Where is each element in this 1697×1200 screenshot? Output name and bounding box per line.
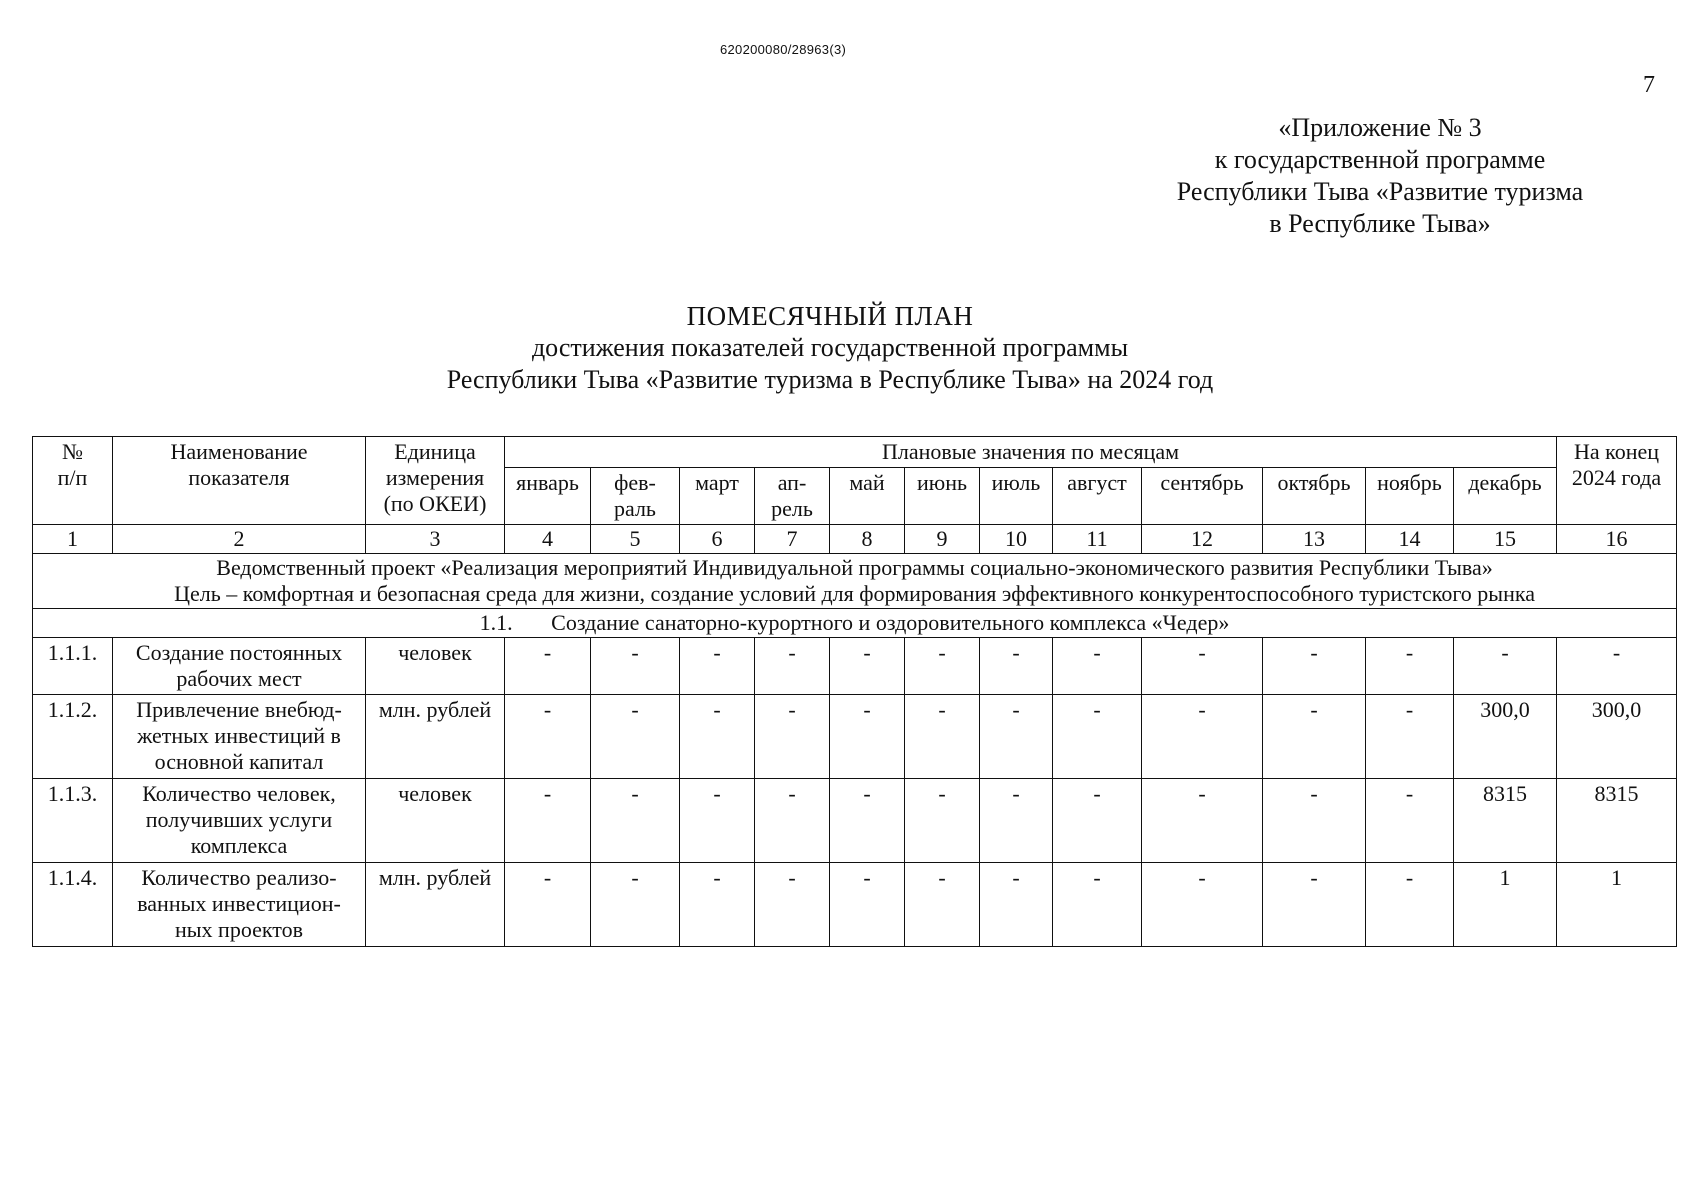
column-number: 14 xyxy=(1366,525,1454,554)
value-cell: - xyxy=(755,779,830,863)
value-cell: - xyxy=(980,779,1053,863)
indicator-name: Количество реализо- ванных инвестицион- ных проектов xyxy=(113,863,366,947)
column-number: 6 xyxy=(680,525,755,554)
indicator-name: Создание постоянных рабочих мест xyxy=(113,638,366,695)
indicator-name: Количество человек, получивших услуги комплекса xyxy=(113,779,366,863)
value-cell: - xyxy=(1053,638,1142,695)
value-cell: - xyxy=(1142,779,1263,863)
title-main: ПОМЕСЯЧНЫЙ ПЛАН xyxy=(686,301,974,331)
header-text: № xyxy=(62,439,83,464)
value-cell: - xyxy=(980,638,1053,695)
value-cell: - xyxy=(755,863,830,947)
appendix-line: «Приложение № 3 xyxy=(1278,113,1482,142)
column-numbers-row xyxy=(33,525,1677,554)
page-number: 7 xyxy=(1643,72,1655,98)
value-cell: - xyxy=(1366,638,1454,695)
header-text: (по ОКЕИ) xyxy=(383,491,487,516)
value-cell: - xyxy=(591,695,680,779)
header-text: измерения xyxy=(385,465,485,490)
row-number: 1.1.4. xyxy=(33,863,113,947)
value-cell: - xyxy=(905,695,980,779)
header-text: 2024 года xyxy=(1571,465,1662,490)
table-row xyxy=(33,695,1677,779)
unit-cell: млн. рублей xyxy=(366,863,505,947)
month-header: май xyxy=(830,468,905,525)
month-header: ноябрь xyxy=(1366,468,1454,525)
title-line: Республики Тыва «Развитие туризма в Республике Тыва» на 2024 год xyxy=(446,365,1214,394)
value-cell: - xyxy=(505,779,591,863)
header-text: На конец xyxy=(1574,439,1660,464)
row-number: 1.1.1. xyxy=(33,638,113,695)
value-cell: - xyxy=(1366,779,1454,863)
appendix-line: Республики Тыва «Развитие туризма xyxy=(1176,177,1584,206)
column-number: 9 xyxy=(905,525,980,554)
header-text: п/п xyxy=(57,465,88,490)
document-title xyxy=(330,300,1330,396)
value-cell: - xyxy=(830,638,905,695)
value-cell: - xyxy=(830,695,905,779)
value-cell: - xyxy=(980,863,1053,947)
value-cell: 300,0 xyxy=(1557,695,1677,779)
column-number: 3 xyxy=(366,525,505,554)
value-cell: - xyxy=(591,638,680,695)
header-num xyxy=(33,437,113,525)
row-number: 1.1.3. xyxy=(33,779,113,863)
column-number: 12 xyxy=(1142,525,1263,554)
unit-cell: человек xyxy=(366,638,505,695)
document-id: 620200080/28963(3) xyxy=(720,42,847,57)
column-number: 7 xyxy=(755,525,830,554)
value-cell: - xyxy=(1263,779,1366,863)
value-cell: 300,0 xyxy=(1454,695,1557,779)
month-header: ап- рель xyxy=(755,468,830,525)
month-header: январь xyxy=(505,468,591,525)
unit-cell: млн. рублей xyxy=(366,695,505,779)
value-cell: - xyxy=(1142,638,1263,695)
value-cell: - xyxy=(755,638,830,695)
value-cell: 1 xyxy=(1454,863,1557,947)
value-cell: - xyxy=(830,779,905,863)
value-cell: - xyxy=(505,863,591,947)
month-header: март xyxy=(680,468,755,525)
value-cell: - xyxy=(1454,638,1557,695)
indicator-name: Привлечение внебюд- жетных инвестиций в основной капитал xyxy=(113,695,366,779)
column-number: 15 xyxy=(1454,525,1557,554)
month-header: декабрь xyxy=(1454,468,1557,525)
unit-cell: человек xyxy=(366,779,505,863)
value-cell: - xyxy=(1142,863,1263,947)
column-number: 10 xyxy=(980,525,1053,554)
header-end-of-year xyxy=(1557,437,1677,525)
column-number: 4 xyxy=(505,525,591,554)
header-unit xyxy=(366,437,505,525)
value-cell: - xyxy=(1053,695,1142,779)
value-cell: - xyxy=(680,638,755,695)
month-header: август xyxy=(1053,468,1142,525)
project-row xyxy=(33,554,1677,609)
value-cell: - xyxy=(1053,779,1142,863)
month-header: октябрь xyxy=(1263,468,1366,525)
value-cell: - xyxy=(830,863,905,947)
table-row xyxy=(33,779,1677,863)
month-header: фев- раль xyxy=(591,468,680,525)
value-cell: - xyxy=(680,779,755,863)
appendix-line: к государственной программе xyxy=(1214,145,1546,174)
header-planned: Плановые значения по месяцам xyxy=(505,437,1557,468)
value-cell: - xyxy=(1263,695,1366,779)
section-number: 1.1. xyxy=(479,610,513,635)
column-number: 13 xyxy=(1263,525,1366,554)
table-row xyxy=(33,863,1677,947)
month-header: сентябрь xyxy=(1142,468,1263,525)
table-row xyxy=(33,638,1677,695)
header-text: Наименование xyxy=(170,439,308,464)
value-cell: - xyxy=(591,863,680,947)
value-cell: 8315 xyxy=(1557,779,1677,863)
value-cell: - xyxy=(1366,863,1454,947)
title-line: достижения показателей государственной программы xyxy=(531,333,1129,362)
section-name: Создание санаторно-курортного и оздоровительного комплекса «Чедер» xyxy=(551,610,1230,635)
value-cell: - xyxy=(680,863,755,947)
header-name xyxy=(113,437,366,525)
value-cell: - xyxy=(1366,695,1454,779)
value-cell: - xyxy=(1263,863,1366,947)
month-header: июнь xyxy=(905,468,980,525)
value-cell: - xyxy=(1053,863,1142,947)
appendix-note xyxy=(1120,112,1640,240)
value-cell: 8315 xyxy=(1454,779,1557,863)
value-cell: - xyxy=(905,779,980,863)
column-number: 8 xyxy=(830,525,905,554)
column-number: 16 xyxy=(1557,525,1677,554)
header-row xyxy=(33,437,1677,468)
column-number: 2 xyxy=(113,525,366,554)
header-text: Единица xyxy=(394,439,476,464)
value-cell: - xyxy=(980,695,1053,779)
value-cell: 1 xyxy=(1557,863,1677,947)
value-cell: - xyxy=(1263,638,1366,695)
section-row xyxy=(33,609,1677,638)
appendix-line: в Республике Тыва» xyxy=(1269,209,1491,238)
goal-line: Цель – комфортная и безопасная среда для жизни, создание условий для формирования эффективного конкурентоспособного туристского рынка xyxy=(174,581,1535,606)
value-cell: - xyxy=(680,695,755,779)
value-cell: - xyxy=(505,638,591,695)
plan-table xyxy=(32,436,1677,947)
column-number: 5 xyxy=(591,525,680,554)
month-header: июль xyxy=(980,468,1053,525)
section-title xyxy=(33,609,1677,638)
value-cell: - xyxy=(1142,695,1263,779)
value-cell: - xyxy=(905,863,980,947)
column-number: 11 xyxy=(1053,525,1142,554)
value-cell: - xyxy=(755,695,830,779)
column-number: 1 xyxy=(33,525,113,554)
value-cell: - xyxy=(1557,638,1677,695)
value-cell: - xyxy=(591,779,680,863)
row-number: 1.1.2. xyxy=(33,695,113,779)
value-cell: - xyxy=(905,638,980,695)
project-title xyxy=(33,554,1677,609)
header-text: показателя xyxy=(188,465,290,490)
project-line: Ведомственный проект «Реализация мероприятий Индивидуальной программы социально-экономического развития Республики Тыва» xyxy=(216,555,1493,580)
value-cell: - xyxy=(505,695,591,779)
